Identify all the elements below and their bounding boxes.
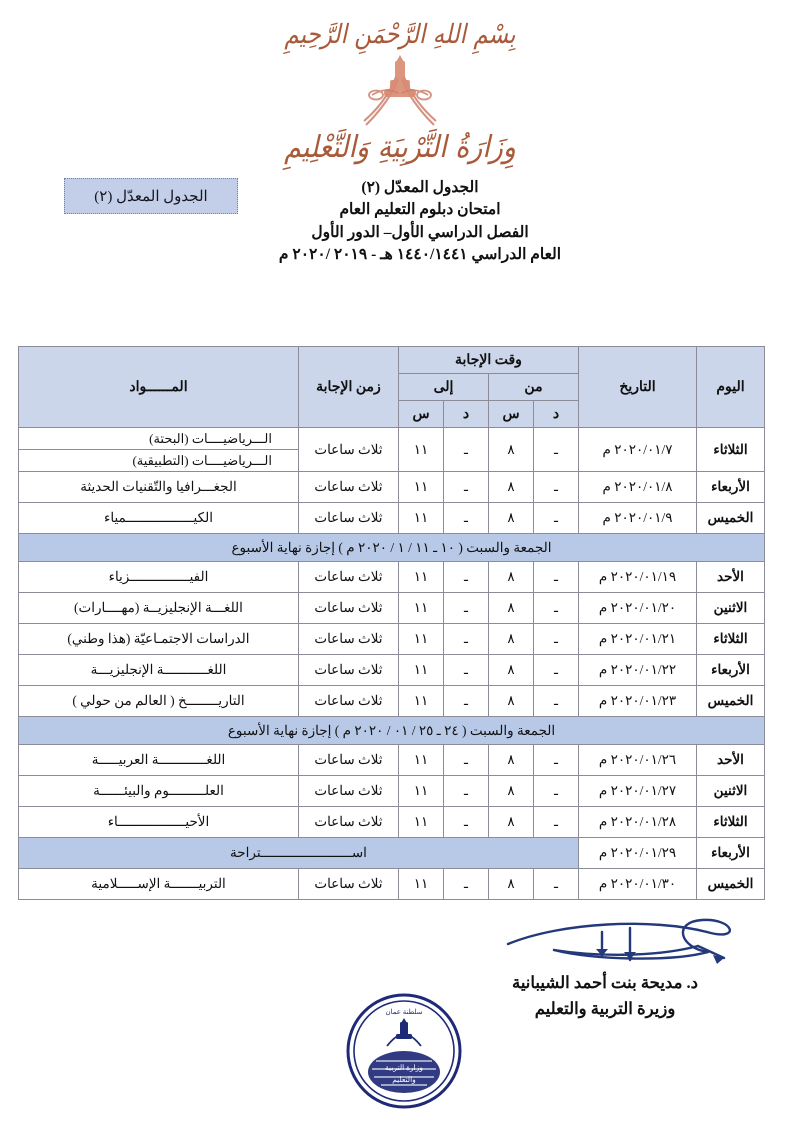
cell-to-hours: ١١ <box>398 624 443 655</box>
cell-day: الخميس <box>697 503 765 534</box>
handwritten-signature <box>502 912 772 968</box>
cell-to-minutes: ـ <box>444 776 489 807</box>
cell-from-hours: ٨ <box>489 869 534 900</box>
table-row <box>19 472 765 503</box>
cell-to-hours: ١١ <box>398 562 443 593</box>
revised-schedule-badge <box>64 178 238 214</box>
table-row-break <box>19 838 765 869</box>
cell-subjects: الجغـــرافيا والتّقنيات الحديثة <box>19 472 299 503</box>
col-header-to: إلى <box>398 374 488 401</box>
title-line-exam: امتحان دبلوم التعليم العام <box>339 201 501 219</box>
bismillah-calligraphy: بِسْمِ اللهِ الرَّحْمَنِ الرَّحِيمِ <box>284 19 516 50</box>
cell-duration: ثلاث ساعات <box>298 776 398 807</box>
holiday-text: الجمعة والسبت ( ٢٤ ـ ٢٥ / ٠١ / ٢٠٢٠ م ) إجازة نهاية الأسبوع <box>19 717 765 745</box>
cell-to-minutes: ـ <box>444 503 489 534</box>
svg-text:سلطنة عمان: سلطنة عمان <box>385 1008 423 1016</box>
cell-to-minutes: ـ <box>444 869 489 900</box>
cell-from-hours: ٨ <box>489 686 534 717</box>
col-header-from: من <box>489 374 579 401</box>
cell-subjects: اللغـــة الإنجليزيــة (مهــــارات) <box>19 593 299 624</box>
cell-duration: ثلاث ساعات <box>298 869 398 900</box>
cell-from-hours: ٨ <box>489 655 534 686</box>
cell-date: ٢٠٢٠/٠١/٢٦ م <box>579 745 697 776</box>
break-text: اســـــــــــــــــــــــتراحة <box>19 838 579 869</box>
cell-day: الأربعاء <box>697 655 765 686</box>
cell-duration: ثلاث ساعات <box>298 655 398 686</box>
cell-subjects: التربيـــــــة الإســـــلامية <box>19 869 299 900</box>
revised-schedule-badge-label: الجدول المعدّل (٢) <box>94 188 208 205</box>
cell-from-hours: ٨ <box>489 593 534 624</box>
cell-to-hours: ١١ <box>398 428 443 472</box>
cell-day: الخميس <box>697 869 765 900</box>
table-row <box>19 745 765 776</box>
table-row <box>19 428 765 472</box>
cell-from-minutes: ـ <box>534 624 579 655</box>
table-header <box>19 347 765 428</box>
cell-subjects: الكيـــــــــــــــــمياء <box>19 503 299 534</box>
cell-from-hours: ٨ <box>489 472 534 503</box>
signature-area <box>0 912 800 1128</box>
cell-to-minutes: ـ <box>444 472 489 503</box>
cell-from-minutes: ـ <box>534 655 579 686</box>
cell-subjects: الدراسات الاجتمـاعيّة (هذا وطني) <box>19 624 299 655</box>
cell-to-hours: ١١ <box>398 503 443 534</box>
col-header-to-minutes: د <box>444 401 489 428</box>
cell-day: الأحد <box>697 562 765 593</box>
cell-duration: ثلاث ساعات <box>298 562 398 593</box>
cell-subjects <box>19 428 299 472</box>
cell-duration: ثلاث ساعات <box>298 686 398 717</box>
cell-from-hours: ٨ <box>489 807 534 838</box>
cell-date: ٢٠٢٠/٠١/٨ م <box>579 472 697 503</box>
cell-subjects: العلـــــــــوم والبيئــــــة <box>19 776 299 807</box>
table-row <box>19 869 765 900</box>
table-row-holiday <box>19 717 765 745</box>
col-header-date: التاريخ <box>579 347 697 428</box>
svg-text:والتعليم: والتعليم <box>392 1075 416 1084</box>
col-header-answer-time: وقت الإجابة <box>398 347 578 374</box>
col-header-from-hours: س <box>489 401 534 428</box>
cell-day: الاثنين <box>697 776 765 807</box>
col-header-to-hours: س <box>398 401 443 428</box>
cell-date: ٢٠٢٠/٠١/٢٢ م <box>579 655 697 686</box>
cell-from-hours: ٨ <box>489 776 534 807</box>
cell-duration: ثلاث ساعات <box>298 624 398 655</box>
cell-to-hours: ١١ <box>398 655 443 686</box>
cell-day: الثلاثاء <box>697 807 765 838</box>
table-row <box>19 624 765 655</box>
cell-duration: ثلاث ساعات <box>298 807 398 838</box>
cell-date: ٢٠٢٠/٠١/٢١ م <box>579 624 697 655</box>
ministry-name-calligraphy: وِزَارَةُ التَّرْبِيَةِ وَالتَّعْلِيمِ <box>284 130 516 165</box>
cell-day: الثلاثاء <box>697 428 765 472</box>
cell-from-hours: ٨ <box>489 745 534 776</box>
cell-day: الأحد <box>697 745 765 776</box>
col-header-subjects: المــــــواد <box>19 347 299 428</box>
subject-name: الـــرياضيــــات (التطبيقية) <box>132 453 272 468</box>
title-line-term: الفصل الدراسي الأول– الدور الأول <box>311 223 529 241</box>
cell-subjects: الفيـــــــــــــــزياء <box>19 562 299 593</box>
signatory-position: وزيرة التربية والتعليم <box>534 998 676 1018</box>
col-header-duration: زمن الإجابة <box>298 347 398 428</box>
table-row <box>19 562 765 593</box>
table-row <box>19 503 765 534</box>
cell-to-minutes: ـ <box>444 655 489 686</box>
cell-to-hours: ١١ <box>398 869 443 900</box>
table-row <box>19 686 765 717</box>
exam-schedule-table <box>18 346 765 900</box>
signatory-block <box>465 970 745 1021</box>
table-body <box>19 428 765 900</box>
cell-date: ٢٠٢٠/٠١/٩ م <box>579 503 697 534</box>
exam-schedule-table-wrap <box>18 346 765 900</box>
cell-to-minutes: ـ <box>444 686 489 717</box>
table-row <box>19 593 765 624</box>
col-header-from-minutes: د <box>534 401 579 428</box>
cell-date: ٢٠٢٠/٠١/٢٠ م <box>579 593 697 624</box>
signatory-name: د. مديحة بنت أحمد الشيبانية <box>511 973 699 992</box>
cell-duration: ثلاث ساعات <box>298 745 398 776</box>
cell-date: ٢٠٢٠/٠١/١٩ م <box>579 562 697 593</box>
cell-date: ٢٠٢٠/٠١/٢٩ م <box>579 838 697 869</box>
cell-duration: ثلاث ساعات <box>298 472 398 503</box>
holiday-text: الجمعة والسبت ( ١٠ ـ ١١ / ١ / ٢٠٢٠ م ) إجازة نهاية الأسبوع <box>19 534 765 562</box>
cell-day: الاثنين <box>697 593 765 624</box>
letterhead <box>0 0 800 163</box>
cell-to-hours: ١١ <box>398 593 443 624</box>
cell-from-minutes: ـ <box>534 807 579 838</box>
cell-from-hours: ٨ <box>489 503 534 534</box>
cell-to-hours: ١١ <box>398 745 443 776</box>
title-line-academic-year: العام الدراسي ١٤٤٠/١٤٤١ هـ - ٢٠١٩ /٢٠٢٠ م <box>278 246 562 264</box>
cell-to-minutes: ـ <box>444 745 489 776</box>
cell-duration: ثلاث ساعات <box>298 503 398 534</box>
cell-from-minutes: ـ <box>534 562 579 593</box>
cell-subjects: اللغــــــــــــة العربيـــــة <box>19 745 299 776</box>
cell-to-minutes: ـ <box>444 562 489 593</box>
svg-text:وزارة التربية: وزارة التربية <box>385 1063 423 1072</box>
cell-subjects: اللغـــــــــــة الإنجليزيـــة <box>19 655 299 686</box>
cell-date: ٢٠٢٠/٠١/٢٧ م <box>579 776 697 807</box>
cell-to-minutes: ـ <box>444 428 489 472</box>
title-line-revised: الجدول المعدّل (٢) <box>361 178 479 196</box>
cell-from-minutes: ـ <box>534 869 579 900</box>
cell-from-minutes: ـ <box>534 472 579 503</box>
cell-date: ٢٠٢٠/٠١/٣٠ م <box>579 869 697 900</box>
cell-day: الثلاثاء <box>697 624 765 655</box>
cell-day: الأربعاء <box>697 838 765 869</box>
cell-to-hours: ١١ <box>398 776 443 807</box>
cell-from-minutes: ـ <box>534 776 579 807</box>
cell-day: الأربعاء <box>697 472 765 503</box>
cell-from-minutes: ـ <box>534 428 579 472</box>
subject-name: الـــرياضيــــات (البحتة) <box>19 428 298 450</box>
cell-from-minutes: ـ <box>534 503 579 534</box>
cell-from-hours: ٨ <box>489 562 534 593</box>
oman-national-emblem-icon <box>0 53 800 131</box>
ministry-official-stamp <box>343 990 465 1112</box>
cell-duration: ثلاث ساعات <box>298 428 398 472</box>
cell-date: ٢٠٢٠/٠١/٢٣ م <box>579 686 697 717</box>
cell-day: الخميس <box>697 686 765 717</box>
cell-subjects: الأحيـــــــــــــــــاء <box>19 807 299 838</box>
col-header-day: اليوم <box>697 347 765 428</box>
cell-to-minutes: ـ <box>444 807 489 838</box>
table-row <box>19 655 765 686</box>
cell-from-hours: ٨ <box>489 428 534 472</box>
table-row-holiday <box>19 534 765 562</box>
cell-to-hours: ١١ <box>398 686 443 717</box>
cell-date: ٢٠٢٠/٠١/٢٨ م <box>579 807 697 838</box>
cell-from-minutes: ـ <box>534 593 579 624</box>
cell-subjects: التاريــــــــخ ( العالم من حولي ) <box>19 686 299 717</box>
cell-to-hours: ١١ <box>398 472 443 503</box>
cell-to-minutes: ـ <box>444 593 489 624</box>
table-row <box>19 776 765 807</box>
cell-duration: ثلاث ساعات <box>298 593 398 624</box>
cell-date: ٢٠٢٠/٠١/٧ م <box>579 428 697 472</box>
cell-to-minutes: ـ <box>444 624 489 655</box>
table-row <box>19 807 765 838</box>
cell-from-minutes: ـ <box>534 745 579 776</box>
cell-from-hours: ٨ <box>489 624 534 655</box>
cell-from-minutes: ـ <box>534 686 579 717</box>
cell-to-hours: ١١ <box>398 807 443 838</box>
